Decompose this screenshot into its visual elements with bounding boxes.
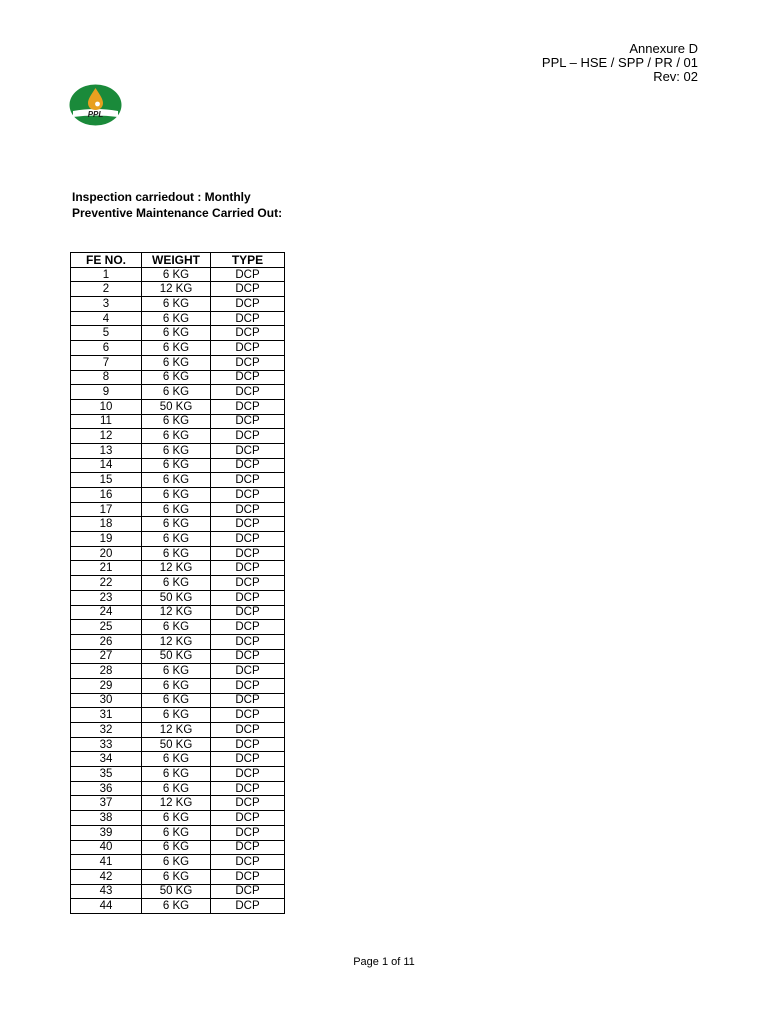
table-row — [71, 767, 285, 782]
cell-weight: 6 KG — [142, 869, 211, 884]
table-row — [71, 811, 285, 826]
cell-weight: 6 KG — [142, 664, 211, 679]
table-row — [71, 282, 285, 297]
header-fe-no: FE NO. — [71, 253, 142, 268]
cell-weight: 6 KG — [142, 811, 211, 826]
cell-fe-no: 36 — [71, 781, 142, 796]
cell-weight: 6 KG — [142, 488, 211, 503]
cell-fe-no: 12 — [71, 429, 142, 444]
cell-fe-no: 32 — [71, 723, 142, 738]
cell-weight: 6 KG — [142, 840, 211, 855]
cell-weight: 6 KG — [142, 546, 211, 561]
cell-weight: 6 KG — [142, 708, 211, 723]
cell-weight: 6 KG — [142, 502, 211, 517]
cell-weight: 50 KG — [142, 590, 211, 605]
cell-type: DCP — [211, 341, 285, 356]
cell-fe-no: 27 — [71, 649, 142, 664]
cell-weight: 6 KG — [142, 385, 211, 400]
table-row — [71, 311, 285, 326]
cell-fe-no: 22 — [71, 576, 142, 591]
cell-weight: 50 KG — [142, 649, 211, 664]
table-row — [71, 723, 285, 738]
table-row — [71, 708, 285, 723]
table-row — [71, 561, 285, 576]
table-row — [71, 752, 285, 767]
cell-weight: 50 KG — [142, 737, 211, 752]
cell-fe-no: 8 — [71, 370, 142, 385]
cell-weight: 12 KG — [142, 605, 211, 620]
cell-type: DCP — [211, 825, 285, 840]
cell-fe-no: 13 — [71, 443, 142, 458]
cell-weight: 6 KG — [142, 825, 211, 840]
table-row — [71, 634, 285, 649]
cell-type: DCP — [211, 664, 285, 679]
cell-weight: 6 KG — [142, 532, 211, 547]
cell-type: DCP — [211, 693, 285, 708]
table-row — [71, 326, 285, 341]
cell-type: DCP — [211, 473, 285, 488]
document-header — [542, 42, 698, 84]
cell-fe-no: 41 — [71, 855, 142, 870]
cell-weight: 6 KG — [142, 517, 211, 532]
header-weight: WEIGHT — [142, 253, 211, 268]
table-row — [71, 649, 285, 664]
cell-type: DCP — [211, 561, 285, 576]
cell-type: DCP — [211, 620, 285, 635]
cell-type: DCP — [211, 737, 285, 752]
table-row — [71, 297, 285, 312]
cell-type: DCP — [211, 326, 285, 341]
cell-fe-no: 40 — [71, 840, 142, 855]
cell-type: DCP — [211, 282, 285, 297]
cell-weight: 6 KG — [142, 341, 211, 356]
annexure-label: Annexure D — [629, 41, 698, 56]
cell-fe-no: 39 — [71, 825, 142, 840]
cell-weight: 6 KG — [142, 855, 211, 870]
table-row — [71, 502, 285, 517]
table-row — [71, 458, 285, 473]
cell-type: DCP — [211, 458, 285, 473]
cell-fe-no: 26 — [71, 634, 142, 649]
cell-type: DCP — [211, 311, 285, 326]
cell-type: DCP — [211, 752, 285, 767]
cell-fe-no: 20 — [71, 546, 142, 561]
table-row — [71, 781, 285, 796]
table-row — [71, 267, 285, 282]
cell-fe-no: 1 — [71, 267, 142, 282]
cell-type: DCP — [211, 678, 285, 693]
table-row — [71, 355, 285, 370]
cell-weight: 12 KG — [142, 796, 211, 811]
cell-weight: 6 KG — [142, 767, 211, 782]
table-row — [71, 664, 285, 679]
cell-fe-no: 25 — [71, 620, 142, 635]
table-row — [71, 443, 285, 458]
table-row — [71, 884, 285, 899]
table-row — [71, 414, 285, 429]
table-row — [71, 370, 285, 385]
cell-type: DCP — [211, 414, 285, 429]
cell-type: DCP — [211, 429, 285, 444]
cell-fe-no: 7 — [71, 355, 142, 370]
cell-weight: 6 KG — [142, 678, 211, 693]
table-row — [71, 737, 285, 752]
cell-type: DCP — [211, 546, 285, 561]
cell-weight: 6 KG — [142, 693, 211, 708]
cell-weight: 6 KG — [142, 429, 211, 444]
cell-type: DCP — [211, 796, 285, 811]
inspection-info — [72, 189, 282, 221]
table-row — [71, 399, 285, 414]
cell-weight: 6 KG — [142, 899, 211, 914]
table-row — [71, 678, 285, 693]
cell-type: DCP — [211, 634, 285, 649]
table-row — [71, 385, 285, 400]
cell-type: DCP — [211, 855, 285, 870]
cell-weight: 6 KG — [142, 443, 211, 458]
cell-weight: 12 KG — [142, 634, 211, 649]
cell-weight: 6 KG — [142, 370, 211, 385]
cell-type: DCP — [211, 576, 285, 591]
cell-fe-no: 15 — [71, 473, 142, 488]
cell-weight: 12 KG — [142, 723, 211, 738]
document-code: PPL – HSE / SPP / PR / 01 — [541, 55, 698, 70]
cell-fe-no: 16 — [71, 488, 142, 503]
cell-fe-no: 5 — [71, 326, 142, 341]
cell-fe-no: 23 — [71, 590, 142, 605]
cell-type: DCP — [211, 840, 285, 855]
cell-type: DCP — [211, 399, 285, 414]
cell-type: DCP — [211, 899, 285, 914]
cell-fe-no: 33 — [71, 737, 142, 752]
cell-weight: 6 KG — [142, 458, 211, 473]
cell-weight: 6 KG — [142, 752, 211, 767]
cell-weight: 50 KG — [142, 884, 211, 899]
table-row — [71, 532, 285, 547]
cell-fe-no: 19 — [71, 532, 142, 547]
cell-type: DCP — [211, 869, 285, 884]
page-number: Page 1 of 11 — [353, 956, 415, 968]
table-row — [71, 855, 285, 870]
revision-label: Rev: 02 — [653, 69, 698, 84]
cell-fe-no: 6 — [71, 341, 142, 356]
cell-weight: 6 KG — [142, 576, 211, 591]
table-row — [71, 840, 285, 855]
cell-fe-no: 2 — [71, 282, 142, 297]
maintenance-label: Preventive Maintenance Carried Out: — [72, 206, 283, 220]
cell-type: DCP — [211, 590, 285, 605]
cell-fe-no: 44 — [71, 899, 142, 914]
cell-type: DCP — [211, 370, 285, 385]
table-body — [71, 267, 285, 913]
ppl-logo — [69, 84, 122, 126]
cell-fe-no: 9 — [71, 385, 142, 400]
table-row — [71, 620, 285, 635]
table-row — [71, 605, 285, 620]
cell-fe-no: 43 — [71, 884, 142, 899]
cell-type: DCP — [211, 443, 285, 458]
cell-type: DCP — [211, 267, 285, 282]
table-row — [71, 473, 285, 488]
cell-type: DCP — [211, 517, 285, 532]
cell-weight: 6 KG — [142, 326, 211, 341]
cell-weight: 6 KG — [142, 311, 211, 326]
table-row — [71, 825, 285, 840]
table-row — [71, 546, 285, 561]
cell-weight: 6 KG — [142, 414, 211, 429]
table-row — [71, 429, 285, 444]
cell-weight: 50 KG — [142, 399, 211, 414]
cell-type: DCP — [211, 767, 285, 782]
cell-type: DCP — [211, 605, 285, 620]
cell-fe-no: 34 — [71, 752, 142, 767]
cell-fe-no: 31 — [71, 708, 142, 723]
cell-weight: 6 KG — [142, 473, 211, 488]
cell-fe-no: 3 — [71, 297, 142, 312]
inspection-frequency: Inspection carriedout : Monthly — [72, 190, 251, 204]
cell-fe-no: 42 — [71, 869, 142, 884]
cell-fe-no: 14 — [71, 458, 142, 473]
table-row — [71, 341, 285, 356]
cell-weight: 12 KG — [142, 561, 211, 576]
table-row — [71, 590, 285, 605]
cell-fe-no: 18 — [71, 517, 142, 532]
cell-weight: 12 KG — [142, 282, 211, 297]
cell-fe-no: 28 — [71, 664, 142, 679]
table-row — [71, 488, 285, 503]
cell-type: DCP — [211, 811, 285, 826]
table-row — [71, 693, 285, 708]
cell-fe-no: 21 — [71, 561, 142, 576]
cell-fe-no: 10 — [71, 399, 142, 414]
svg-text:PPL: PPL — [87, 110, 104, 119]
table-row — [71, 576, 285, 591]
header-type: TYPE — [211, 253, 285, 268]
cell-weight: 6 KG — [142, 620, 211, 635]
table-header-row — [71, 253, 285, 268]
table-row — [71, 796, 285, 811]
cell-weight: 6 KG — [142, 297, 211, 312]
cell-fe-no: 30 — [71, 693, 142, 708]
cell-fe-no: 29 — [71, 678, 142, 693]
cell-type: DCP — [211, 297, 285, 312]
fire-extinguisher-table — [70, 252, 285, 914]
cell-type: DCP — [211, 502, 285, 517]
cell-type: DCP — [211, 385, 285, 400]
cell-type: DCP — [211, 708, 285, 723]
cell-fe-no: 24 — [71, 605, 142, 620]
cell-fe-no: 4 — [71, 311, 142, 326]
cell-type: DCP — [211, 355, 285, 370]
cell-weight: 6 KG — [142, 355, 211, 370]
cell-fe-no: 37 — [71, 796, 142, 811]
cell-type: DCP — [211, 488, 285, 503]
cell-type: DCP — [211, 781, 285, 796]
cell-fe-no: 38 — [71, 811, 142, 826]
cell-type: DCP — [211, 723, 285, 738]
cell-type: DCP — [211, 884, 285, 899]
cell-fe-no: 11 — [71, 414, 142, 429]
cell-type: DCP — [211, 532, 285, 547]
table-row — [71, 899, 285, 914]
table-row — [71, 517, 285, 532]
table-row — [71, 869, 285, 884]
cell-fe-no: 35 — [71, 767, 142, 782]
cell-weight: 6 KG — [142, 267, 211, 282]
cell-fe-no: 17 — [71, 502, 142, 517]
cell-type: DCP — [211, 649, 285, 664]
cell-weight: 6 KG — [142, 781, 211, 796]
